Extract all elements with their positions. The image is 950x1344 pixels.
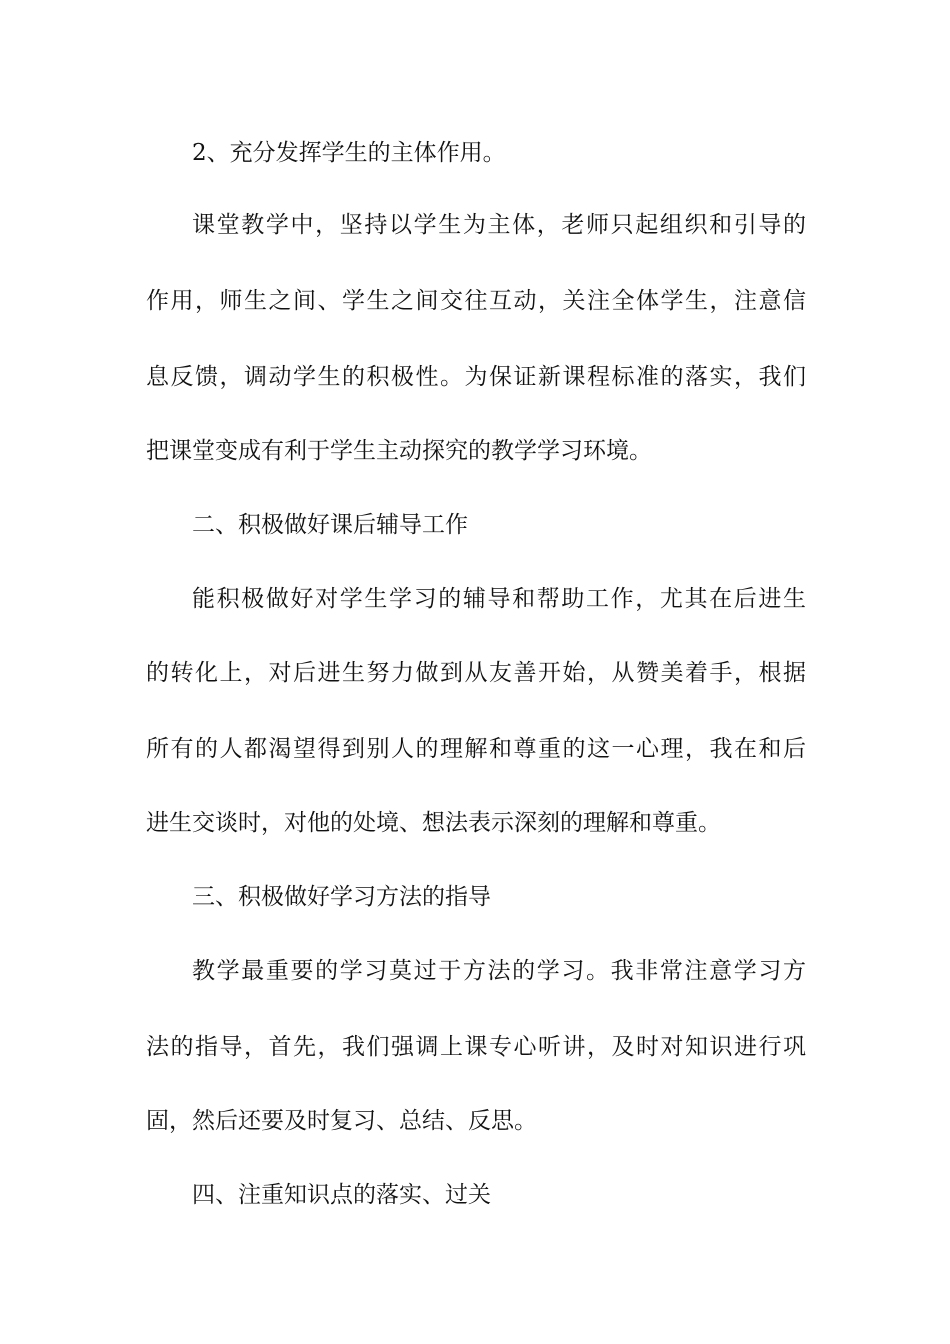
text-line: 能积极做好对学生学习的辅导和帮助工作，尤其在后进生: [192, 586, 806, 612]
text-line: 2、充分发挥学生的主体作用。: [192, 140, 506, 166]
text-line: 所有的人都渴望得到别人的理解和尊重的这一心理，我在和后: [146, 736, 806, 762]
section-heading: 三、积极做好学习方法的指导: [192, 884, 491, 910]
text-line: 法的指导，首先，我们强调上课专心听讲，及时对知识进行巩: [146, 1034, 806, 1060]
text-line: 进生交谈时，对他的处境、想法表示深刻的理解和尊重。: [146, 810, 721, 836]
text-line: 把课堂变成有利于学生主动探究的教学学习环境。: [146, 438, 652, 464]
text-line: 的转化上，对后进生努力做到从友善开始，从赞美着手，根据: [146, 660, 806, 686]
text-line: 作用，师生之间、学生之间交往互动，关注全体学生，注意信: [146, 288, 806, 314]
text-line: 课堂教学中，坚持以学生为主体，老师只起组织和引导的: [192, 212, 806, 238]
section-heading: 二、积极做好课后辅导工作: [192, 512, 468, 538]
text-line: 息反馈，调动学生的积极性。为保证新课程标准的落实，我们: [146, 364, 806, 390]
section-heading: 四、注重知识点的落实、过关: [192, 1182, 491, 1208]
text-line: 固，然后还要及时复习、总结、反思。: [146, 1108, 537, 1134]
text-line: 教学最重要的学习莫过于方法的学习。我非常注意学习方: [192, 958, 806, 984]
